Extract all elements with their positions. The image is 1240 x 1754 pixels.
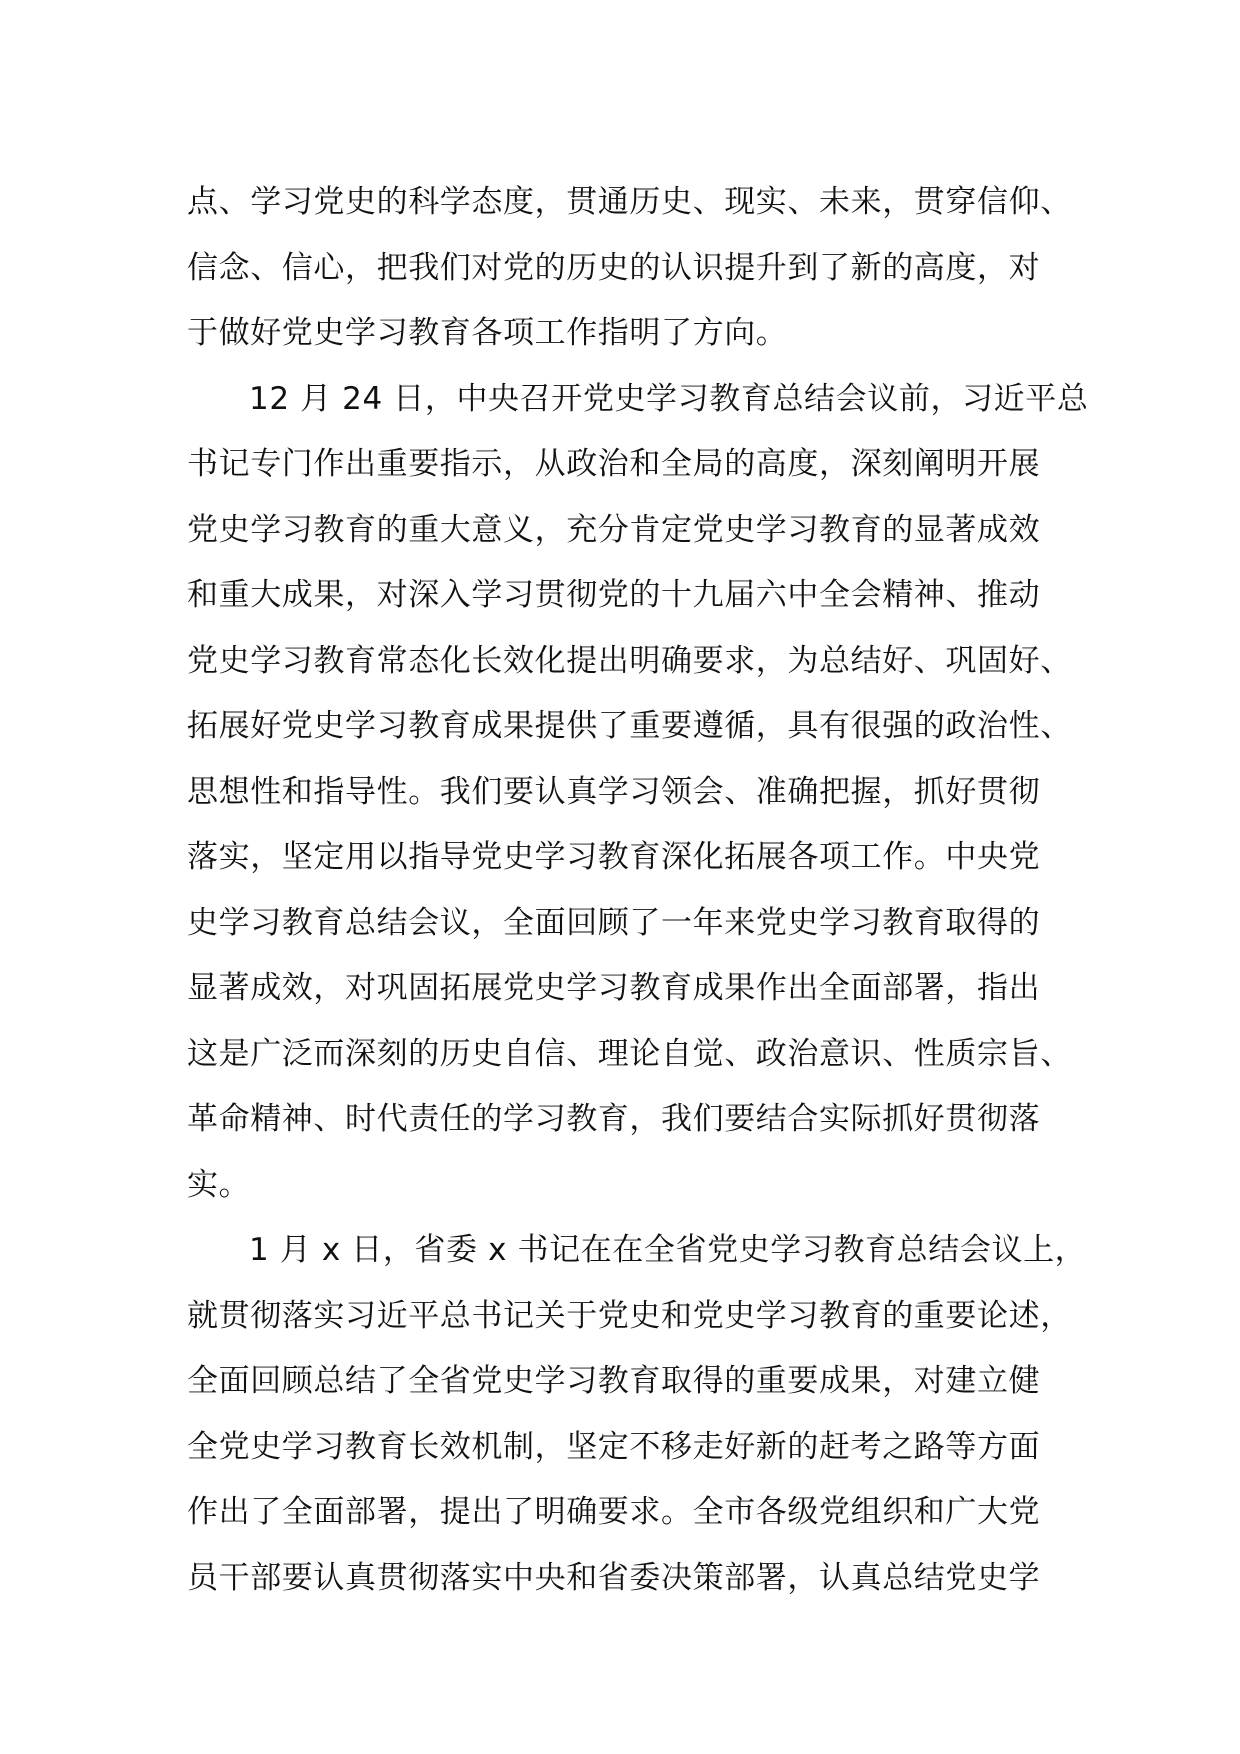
text-line: 落实，坚定用以指导党史学习教育深化拓展各项工作。中央党 — [187, 839, 1041, 875]
paragraph — [187, 1218, 1087, 1611]
text-line: 全党史学习教育长效机制，坚定不移走好新的赶考之路等方面 — [187, 1428, 1041, 1465]
text-line: 党史学习教育常态化长效化提出明确要求，为总结好、巩固好、 — [187, 642, 1072, 679]
document-body — [187, 170, 1087, 1611]
text-line: 全面回顾总结了全省党史学习教育取得的重要成果，对建立健 — [187, 1363, 1041, 1399]
text-line: 实。 — [187, 1166, 251, 1203]
text-line: 点、学习党史的科学态度，贯通历史、现实、未来，贯穿信仰、 — [187, 184, 1072, 220]
text-line: 显著成效，对巩固拓展党史学习教育成果作出全面部署，指出 — [187, 970, 1041, 1006]
text-line: 12 月 24 日，中央召开党史学习教育总结会议前，习近平总 — [249, 380, 1089, 417]
text-line: 这是广泛而深刻的历史自信、理论自觉、政治意识、性质宗旨、 — [187, 1035, 1072, 1072]
text-line: 和重大成果，对深入学习贯彻党的十九届六中全会精神、推动 — [187, 577, 1041, 613]
text-line: 员干部要认真贯彻落实中央和省委决策部署，认真总结党史学 — [187, 1559, 1041, 1596]
text-line: 就贯彻落实习近平总书记关于党史和党史学习教育的重要论述， — [187, 1297, 1072, 1334]
text-line: 1 月 x 日，省委 x 书记在在全省党史学习教育总结会议上， — [249, 1232, 1087, 1268]
text-line: 革命精神、时代责任的学习教育，我们要结合实际抓好贯彻落 — [187, 1101, 1041, 1137]
text-line: 史学习教育总结会议，全面回顾了一年来党史学习教育取得的 — [187, 904, 1041, 941]
text-line: 信念、信心，把我们对党的历史的认识提升到了新的高度，对 — [187, 249, 1041, 286]
text-line: 党史学习教育的重大意义，充分肯定党史学习教育的显著成效 — [187, 511, 1041, 548]
text-line: 作出了全面部署，提出了明确要求。全市各级党组织和广大党 — [187, 1494, 1041, 1530]
text-line: 于做好党史学习教育各项工作指明了方向。 — [187, 315, 788, 351]
text-line: 书记专门作出重要指示，从政治和全局的高度，深刻阐明开展 — [187, 446, 1041, 482]
paragraph — [187, 367, 1087, 1219]
text-line: 拓展好党史学习教育成果提供了重要遵循，具有很强的政治性、 — [187, 708, 1072, 744]
paragraph — [187, 170, 1087, 367]
text-line: 思想性和指导性。我们要认真学习领会、准确把握，抓好贯彻 — [187, 773, 1041, 810]
